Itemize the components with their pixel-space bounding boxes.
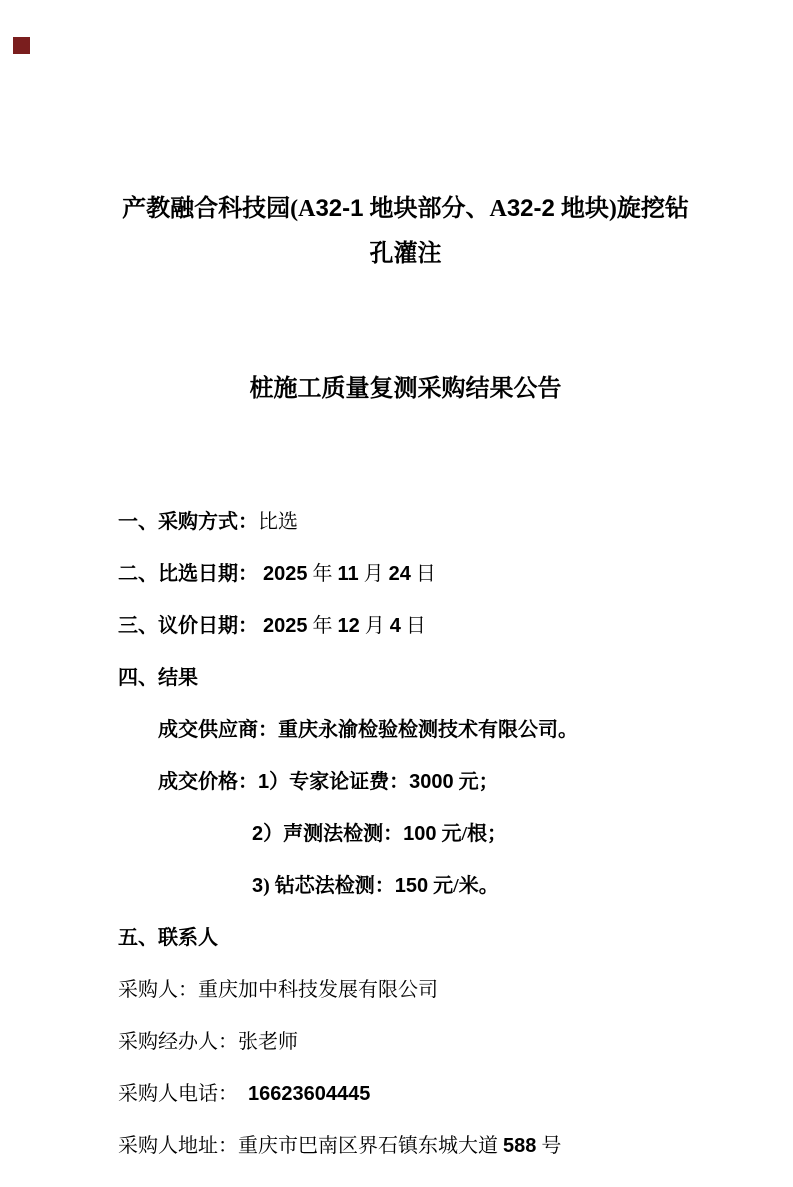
section-result-heading: 四、结果 (118, 667, 198, 689)
document-title-line2: 桩施工质量复测采购结果公告 (249, 376, 562, 402)
document-title (118, 96, 693, 502)
section-comparison-date-label: 二、比选日期： (118, 563, 258, 585)
section-comparison-date-value: 2025 年 11 月 24 日 (263, 563, 436, 585)
document-content (118, 0, 693, 1187)
contact-buyer-line: 采购人：重庆加中科技发展有限公司 (118, 979, 438, 1001)
section-procurement-method-value: 比选 (258, 511, 298, 533)
section-negotiation-date (118, 615, 693, 637)
section-comparison-date (118, 563, 693, 585)
result-supplier-line: 成交供应商：重庆永渝检验检测技术有限公司。 (158, 719, 578, 741)
document-body (118, 511, 693, 1157)
red-marker (13, 37, 30, 54)
document-title-line1: 产教融合科技园(A32-1 地块部分、A32-2 地块)旋挖钻孔灌注 (122, 195, 689, 267)
result-price-line1: 成交价格：1）专家论证费：3000 元； (158, 771, 499, 793)
contact-address-line: 采购人地址：重庆市巴南区界石镇东城大道 588 号 (118, 1135, 562, 1157)
section-negotiation-date-label: 三、议价日期： (118, 615, 258, 637)
contact-phone-line: 采购人电话： 16623604445 (118, 1083, 371, 1105)
section-procurement-method-label: 一、采购方式： (118, 511, 258, 533)
result-price-line2: 2）声测法检测：100 元/根； (252, 823, 508, 845)
contact-agent-line: 采购经办人：张老师 (118, 1031, 298, 1053)
section-contact-heading: 五、联系人 (118, 927, 218, 949)
section-procurement-method (118, 511, 693, 533)
section-negotiation-date-value: 2025 年 12 月 4 日 (263, 615, 426, 637)
result-price-line3: 3) 钻芯法检测：150 元/米。 (252, 875, 499, 897)
